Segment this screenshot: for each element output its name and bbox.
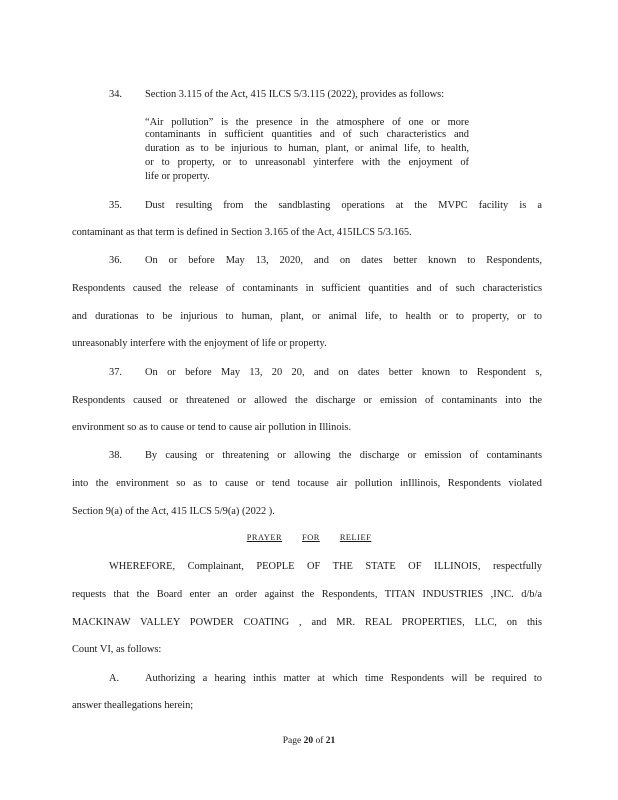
prayer-line3: MACKINAW VALLEY POWDER COATING , and MR. REAL PROPERTIES, LLC, on this — [72, 617, 542, 628]
paragraph-37-line1 — [109, 366, 542, 380]
current-page-number: 20 — [303, 736, 314, 746]
prayer-line4: Count VI, as follows: — [72, 644, 162, 655]
paragraph-37-line3: environment so as to cause or tend to cause air pollution in Illinois. — [72, 422, 352, 433]
paragraph-38-line1 — [109, 449, 542, 463]
paragraph-number: 37. — [109, 367, 122, 378]
quote-line: “Air pollution” is the presence in the atmosphere of one or more — [145, 117, 469, 128]
paragraph-36-line3: and durationas to be injurious to human, plant, or animal life, to health or to property, or to — [72, 311, 542, 322]
paragraph-number: 38. — [109, 450, 122, 461]
paragraph-number: 34. — [109, 89, 122, 100]
prayer-line1: WHEREFORE, Complainant, PEOPLE OF THE STATE OF ILLINOIS, respectfully — [109, 561, 542, 572]
paragraph-36-line4: unreasonably interfere with the enjoyment of life or property. — [72, 338, 327, 349]
heading-word: RELIEF — [339, 533, 372, 542]
paragraph-text: On or before May 13, 2020, and on dates better known to Respondents, — [145, 255, 542, 266]
page-footer — [0, 736, 618, 746]
paragraph-number: 36. — [109, 255, 122, 266]
paragraph-text: On or before May 13, 20 20, and on dates better known to Respondent s, — [145, 367, 542, 378]
heading-word: FOR — [302, 533, 320, 542]
paragraph-36-line2: Respondents caused the release of contaminants in sufficient quantities and of such characteristics — [72, 283, 542, 294]
relief-item-a-line1 — [109, 672, 542, 686]
paragraph-37-line2: Respondents caused or threatened or allowed the discharge or emission of contaminants into the — [72, 395, 542, 406]
quote-line: life or property. — [145, 171, 210, 182]
item-letter: A. — [109, 673, 120, 684]
quote-line: or to property, or to unreasonabl yinterfere with the enjoyment of — [145, 157, 469, 168]
prayer-line2: requests that the Board enter an order against the Respondents, TITAN INDUSTRIES ,INC. d/b/a — [72, 589, 542, 600]
footer-prefix: Page — [282, 736, 302, 746]
paragraph-38-line2: into the environment so as to cause or tend tocause air pollution inIllinois, Respondents violated — [72, 478, 542, 489]
quote-line: contaminants in sufficient quantities and of such characteristics and — [145, 129, 469, 140]
item-text: Authorizing a hearing inthis matter at which time Respondents will be required to — [145, 673, 542, 684]
paragraph-35-line1 — [109, 199, 542, 213]
paragraph-36-line1 — [109, 254, 542, 268]
paragraph-38-line3: Section 9(a) of the Act, 415 ILCS 5/9(a) (2022 ). — [72, 506, 275, 517]
quote-line: duration as to be injurious to human, plant, or animal life, to health, — [145, 143, 469, 154]
relief-item-a-line2: answer theallegations herein; — [72, 700, 194, 711]
paragraph-text: Section 3.115 of the Act, 415 ILCS 5/3.115 (2022), provides as follows: — [145, 89, 445, 100]
paragraph-text: Dust resulting from the sandblasting operations at the MVPC facility is a — [145, 200, 542, 211]
paragraph-34 — [109, 88, 542, 102]
paragraph-35-line2: contaminant as that term is defined in Section 3.165 of the Act, 415ILCS 5/3.165. — [72, 227, 412, 238]
paragraph-text: By causing or threatening or allowing the discharge or emission of contaminants — [145, 450, 542, 461]
paragraph-number: 35. — [109, 200, 122, 211]
prayer-heading — [0, 533, 618, 542]
heading-word: PRAYER — [246, 533, 283, 542]
footer-of: of — [315, 736, 324, 746]
total-pages-number: 21 — [325, 736, 336, 746]
